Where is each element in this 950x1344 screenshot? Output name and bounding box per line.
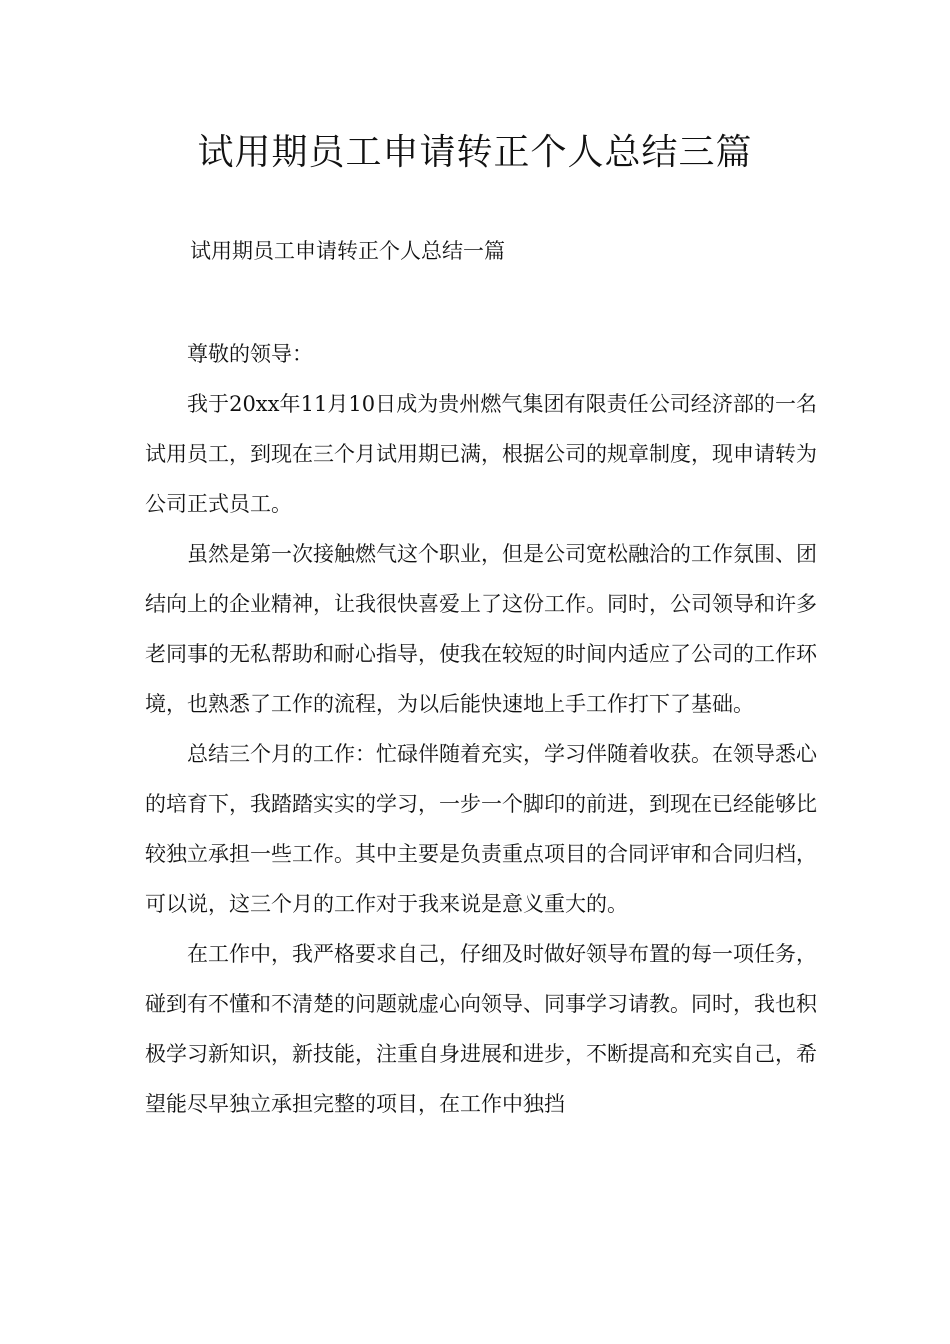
paragraph: 我于20xx年11月10日成为贵州燃气集团有限责任公司经济部的一名试用员工，到现在三个月试用期已满，根据公司的规章制度，现申请转为公司正式员工。 [145, 392, 817, 516]
salutation: 尊敬的领导： [187, 342, 313, 366]
paragraph: 虽然是第一次接触燃气这个职业，但是公司宽松融洽的工作氛围、团结向上的企业精神，让我很快喜爱上了这份工作。同时，公司领导和许多老同事的无私帮助和耐心指导，使我在较短的时间内适应了公司的工作环境，也熟悉了工作的流程，为以后能快速地上手工作打下了基础。 [145, 542, 817, 716]
paragraph: 在工作中，我严格要求自己，仔细及时做好领导布置的每一项任务，碰到有不懂和不清楚的问题就虚心向领导、同事学习请教。同时，我也积极学习新知识，新技能，注重自身进展和进步，不断提高和充实自己，希望能尽早独立承担完整的项目，在工作中独挡 [145, 942, 817, 1116]
document-body [145, 329, 817, 1129]
document-title: 试用期员工申请转正个人总结三篇 [197, 132, 753, 173]
document-subtitle: 试用期员工申请转正个人总结一篇 [190, 239, 505, 263]
paragraph: 总结三个月的工作：忙碌伴随着充实，学习伴随着收获。在领导悉心的培育下，我踏踏实实的学习，一步一个脚印的前进，到现在已经能够比较独立承担一些工作。其中主要是负责重点项目的合同评审和合同归档，可以说，这三个月的工作对于我来说是意义重大的。 [145, 742, 817, 916]
